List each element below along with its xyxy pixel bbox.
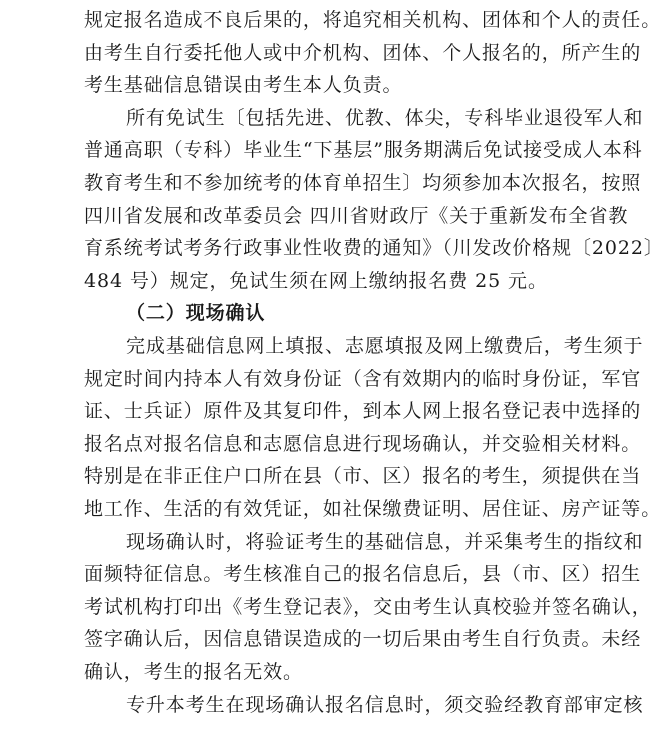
text-line: 面频特征信息。考生核准自己的报名信息后，县（市、区）招生 (84, 563, 642, 586)
paragraph-start-line: 现场确认时，将验证考生的基础信息，并采集考生的指纹和 (126, 530, 644, 553)
text-line: 规定报名造成不良后果的，将追究相关机构、团体和个人的责任。 (84, 9, 662, 31)
paragraph-start-line: 专升本考生在现场确认报名信息时，须交验经教育部审定核 (126, 693, 644, 716)
text-line: 签字确认后，因信息错误造成的一切后果由考生自行负责。未经 (84, 628, 642, 651)
text-line: 育系统考试考务行政事业性收费的通知》（川发改价格规〔2022〕 (84, 237, 664, 260)
section-heading: （二）现场确认 (126, 302, 266, 325)
text-line: 考生基础信息错误由考生本人负责。 (84, 74, 403, 97)
text-line: 普通高职（专科）毕业生“下基层”服务期满后免试接受成人本科 (84, 139, 643, 162)
paragraph-start-line: 完成基础信息网上填报、志愿填报及网上缴费后，考生须于 (126, 335, 644, 357)
text-line: 特别是在非正住户口所在县（市、区）报名的考生，须提供在当 (84, 465, 642, 488)
paragraph-start-line: 所有免试生〔包括先进、优教、体尖，专科毕业退役军人和 (126, 106, 644, 129)
text-line: 地工作、生活的有效凭证，如社保缴费证明、居住证、房产证等。 (84, 498, 662, 520)
text-line: 教育考生和不参加统考的体育单招生〕均须参加本次报名，按照 (84, 172, 642, 194)
text-line: 规定时间内持本人有效身份证（含有效期内的临时身份证，军官 (84, 367, 642, 390)
text-line: 报名点对报名信息和志愿信息进行现场确认，并交验相关材料。 (84, 432, 642, 455)
text-line: 四川省发展和改革委员会 四川省财政厅《关于重新发布全省教 (84, 204, 629, 227)
text-line: 考试机构打印出《考生登记表》，交由考生认真校验并签名确认， (84, 595, 652, 618)
text-line: 证、士兵证）原件及其复印件，到本人网上报名登记表中选择的 (84, 400, 642, 423)
text-line: 484 号）规定，免试生须在网上缴纳报名费 25 元。 (84, 269, 548, 292)
text-line: 确认，考生的报名无效。 (84, 661, 303, 683)
text-line: 由考生自行委托他人或中介机构、团体、个人报名的，所产生的 (84, 41, 642, 64)
